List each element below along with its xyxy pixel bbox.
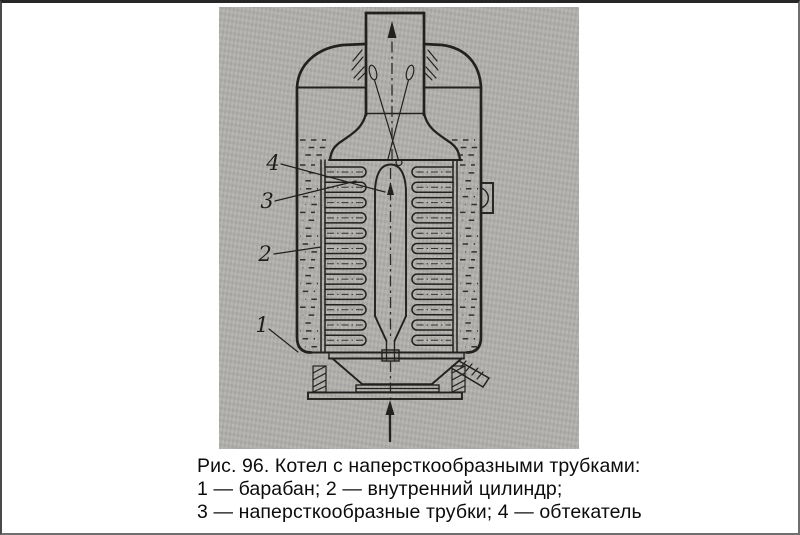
neck-bell: [329, 113, 462, 160]
water-hatching-channel-right: [460, 165, 478, 347]
arrow-up-icon: [386, 400, 395, 415]
callout-1-drum: 1: [255, 313, 269, 337]
manhole-port: [481, 183, 493, 213]
scanned-figure: [219, 7, 579, 449]
thimble-tube-bank-left: [325, 167, 366, 345]
caption-legend-line-1: 1 — барабан; 2 — внутренний цилиндр;: [197, 478, 563, 500]
chimney-stack: [366, 13, 424, 115]
arrow-up-icon: [387, 182, 394, 195]
fairing: [375, 165, 406, 404]
boiler-diagram: [219, 7, 579, 449]
figure-caption: [197, 455, 642, 524]
water-hatching-shoulder-left: [300, 140, 329, 155]
callout-3-thimble-tubes: 3: [260, 189, 274, 213]
arrow-up-icon: [388, 21, 397, 38]
support-left: [313, 366, 326, 392]
callout-2-inner-cylinder: 2: [258, 242, 272, 266]
caption-legend-line-2: 3 — наперсткообразные трубки; 4 — обтекатель: [197, 501, 642, 523]
callout-4-fairing: 4: [266, 151, 280, 175]
thimble-tube-bank-right: [412, 167, 453, 345]
drum-dome: [297, 44, 481, 88]
caption-title: Рис. 96. Котел с наперсткообразными трубками:: [197, 455, 641, 477]
gas-inlet-arrow: [386, 400, 395, 441]
